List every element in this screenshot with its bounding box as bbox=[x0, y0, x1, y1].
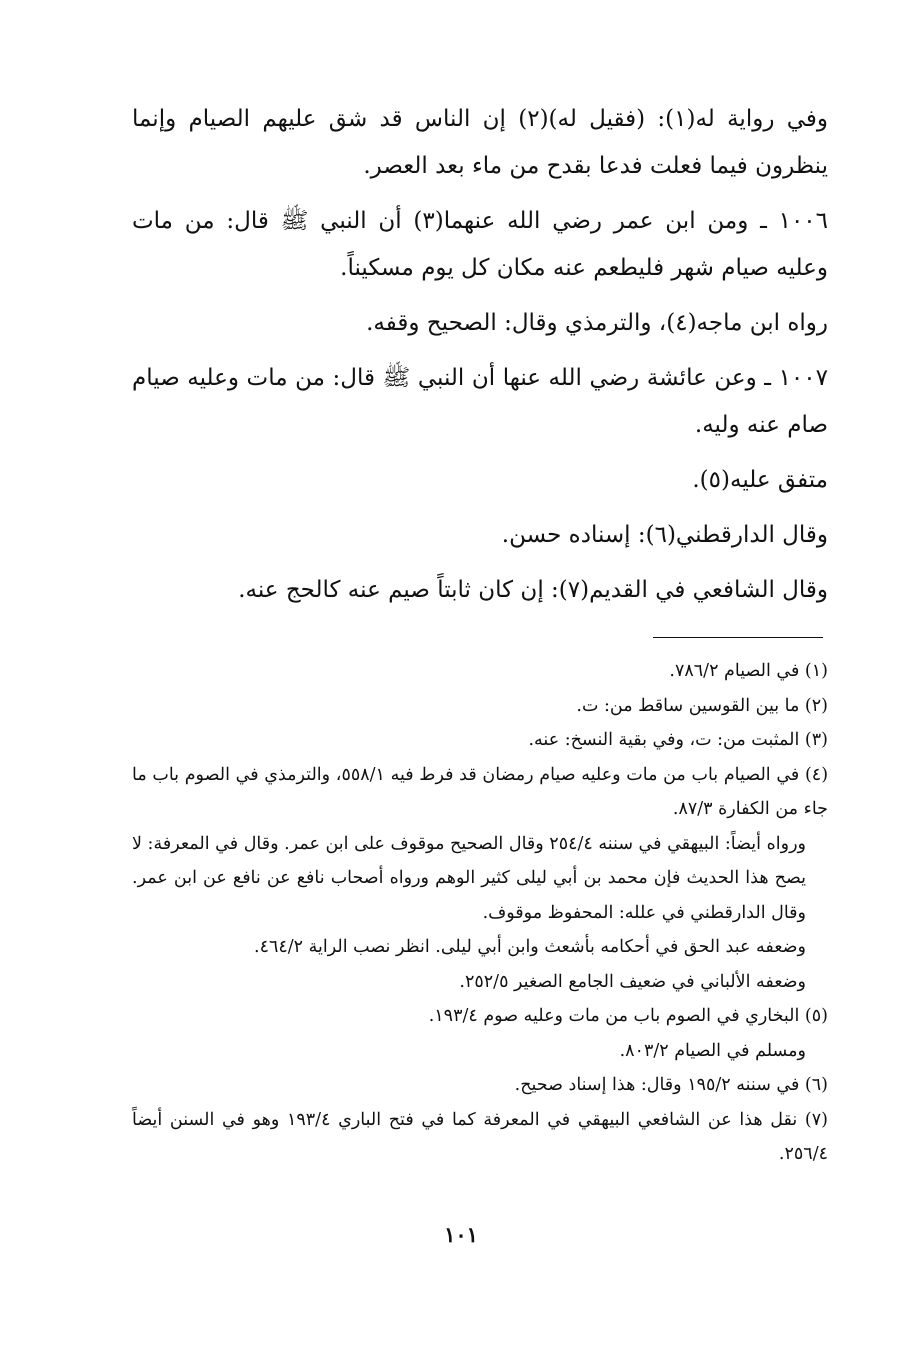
daraqutni-statement: وقال الدارقطني(٦): إسناده حسن. bbox=[501, 522, 828, 548]
footnote-5: (٥) البخاري في الصوم باب من مات وعليه صوم ١٩٣/٤. bbox=[428, 1006, 828, 1026]
footnote-4-abdulhaq: وضعفه عبد الحق في أحكامه بأشعث وابن أبي ليلى. انظر نصب الراية ٤٦٤/٢. bbox=[253, 937, 806, 957]
footnote-4: (٤) في الصيام باب من مات وعليه صيام رمضان قد فرط فيه ٥٥٨/١، والترمذي في الصوم باب ما جاء من الكفارة ٨٧/٣. bbox=[132, 764, 829, 819]
hadith-1007-agreed: متفق عليه(٥). bbox=[692, 467, 828, 493]
hadith-1006: ١٠٠٦ ـ ومن ابن عمر رضي الله عنهما(٣) أن النبي ﷺ قال: من مات وعليه صيام شهر فليطعم عنه مكان كل يوم مسكيناً. bbox=[132, 208, 829, 281]
footnote-3: (٣) المثبت من: ت، وفي بقية النسخ: عنه. bbox=[528, 730, 828, 750]
main-text bbox=[132, 96, 828, 614]
footnote-4-bayhaqi: ورواه أيضاً: البيهقي في سننه ٢٥٤/٤ وقال الصحيح موقوف على ابن عمر. وقال في المعرفة: لا يصح هذا الحديث فإن محمد بن أبي ليلى كثير الوهم ورواه أصحاب نافع عن نافع عن ابن عمر. وقال الدارقطني في علله: المحفوظ موقوف. bbox=[132, 833, 806, 923]
footnote-2: (٢) ما بين القوسين ساقط من: ت. bbox=[576, 695, 828, 716]
shafii-statement: وقال الشافعي في القديم(٧): إن كان ثابتاً صيم عنه كالحج عنه. bbox=[238, 577, 828, 603]
footnote-5-muslim: ومسلم في الصيام ٨٠٣/٢. bbox=[619, 1040, 806, 1061]
footnote-6: (٦) في سننه ١٩٥/٢ وقال: هذا إسناد صحيح. bbox=[514, 1075, 828, 1095]
footnote-4-albani: وضعفه الألباني في ضعيف الجامع الصغير ٢٥٢/٥. bbox=[459, 971, 806, 992]
paragraph-intro: وفي رواية له(١): (فقيل له)(٢) إن الناس قد شق عليهم الصيام وإنما ينظرون فيما فعلت فدعا بقدح من ماء بعد العصر. bbox=[132, 106, 828, 179]
footnotes bbox=[132, 654, 828, 1172]
footnote-7: (٧) نقل هذا عن الشافعي البيهقي في المعرفة كما في فتح الباري ١٩٣/٤ وهو في السنن أيضاً ٢٥٦/٤. bbox=[132, 1109, 828, 1164]
hadith-1007: ١٠٠٧ ـ وعن عائشة رضي الله عنها أن النبي ﷺ قال: من مات وعليه صيام صام عنه وليه. bbox=[132, 365, 828, 438]
hadith-1006-source: رواه ابن ماجه(٤)، والترمذي وقال: الصحيح وقفه. bbox=[366, 310, 828, 336]
page-number: ١٠١ bbox=[444, 1222, 478, 1247]
footnote-separator bbox=[653, 637, 823, 638]
footnote-1: (١) في الصيام ٧٨٦/٢. bbox=[669, 661, 828, 681]
